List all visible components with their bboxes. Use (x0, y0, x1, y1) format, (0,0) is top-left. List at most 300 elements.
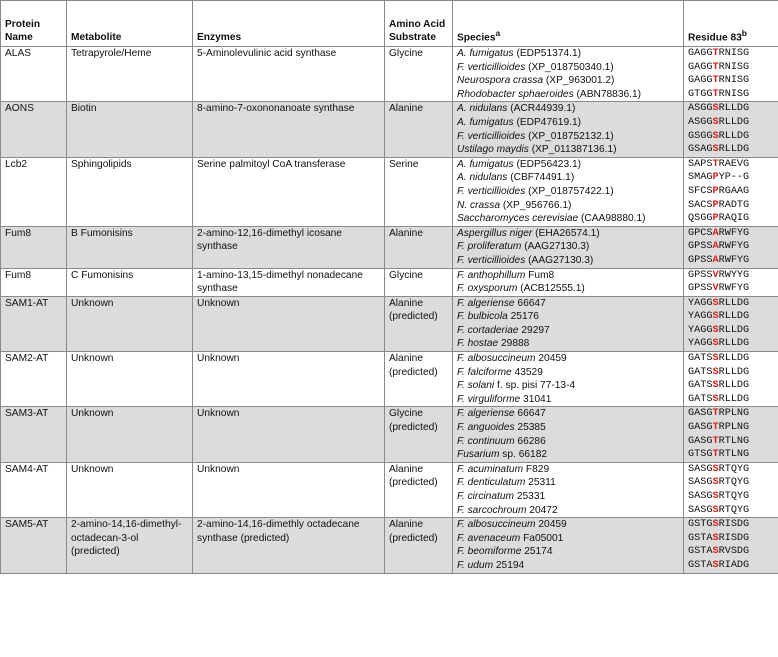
species-accession: 20459 (535, 519, 567, 531)
sequence-segment: GAGG (688, 75, 713, 87)
species-binomial: Rhodobacter sphaeroides (457, 88, 574, 100)
sequence-segment: RISDG (718, 519, 750, 531)
residue-83-highlight: S (712, 477, 719, 489)
residue-sequence (688, 199, 774, 213)
species-entry (457, 407, 679, 421)
sequence-segment: GSTG (688, 519, 713, 531)
sequence-segment: GAGG (688, 61, 713, 73)
residue-83-highlight: S (712, 297, 719, 309)
species-accession: Fa05001 (520, 532, 564, 544)
sequence-segment: GATS (688, 353, 713, 365)
sequence-segment: RPLNG (718, 422, 750, 434)
sequence-segment: GSTA (688, 532, 713, 544)
substrate-cell: Alanine (predicted) (385, 518, 453, 573)
residue-cell (684, 296, 778, 351)
protein-name-cell: SAM5-AT (1, 518, 67, 573)
species-binomial: F. falciforme (457, 366, 512, 378)
species-entry (457, 74, 679, 88)
protein-name-cell: ALAS (1, 47, 67, 102)
residue-83-highlight: S (712, 380, 719, 392)
species-binomial: F. beomiforme (457, 546, 522, 558)
residue-sequence (688, 532, 774, 546)
residue-cell (684, 407, 778, 462)
residue-sequence (688, 490, 774, 504)
species-binomial: A. nidulans (457, 172, 508, 184)
residue-83-highlight: T (712, 75, 719, 87)
protein-name-cell: Lcb2 (1, 157, 67, 226)
sequence-segment: SASG (688, 491, 713, 502)
species-accession: 66286 (514, 435, 546, 447)
species-entry (457, 337, 679, 351)
species-accession: 66647 (514, 408, 546, 420)
sequence-segment: GSTA (688, 559, 713, 571)
residue-cell (684, 226, 778, 268)
species-accession: 25174 (521, 546, 553, 558)
residue-83-highlight: S (712, 546, 719, 558)
enzyme-cell: Unknown (193, 407, 385, 462)
sequence-segment: RWFYG (718, 283, 750, 295)
species-cell (453, 407, 684, 462)
sequence-segment: GPSS (688, 241, 713, 253)
sequence-segment: RVSDG (718, 546, 750, 558)
species-cell (453, 157, 684, 226)
species-binomial: Neurospora crassa (457, 75, 544, 87)
species-cell (453, 518, 684, 573)
species-cell (453, 226, 684, 268)
enzyme-cell: Serine palmitoyl CoA transferase (193, 157, 385, 226)
metabolite-cell: Tetrapyrole/Heme (67, 47, 193, 102)
metabolite-cell: B Fumonisins (67, 226, 193, 268)
sequence-segment: RLLDG (718, 380, 750, 392)
species-accession: 31041 (520, 393, 552, 405)
species-binomial: F. anguoides (457, 422, 515, 434)
species-binomial: F. algeriense (457, 297, 515, 309)
enzyme-cell: 2-amino-14,16-dimethly octadecane synthase (predicted) (193, 518, 385, 573)
species-cell (453, 268, 684, 296)
species-entry (457, 297, 679, 311)
header-species-label: Species (457, 32, 496, 44)
residue-sequence (688, 352, 774, 366)
residue-sequence (688, 448, 774, 462)
sequence-segment: GSTA (688, 546, 713, 558)
species-accession: 25385 (514, 422, 546, 434)
species-entry (457, 269, 679, 283)
residue-83-highlight: T (712, 61, 719, 73)
residue-83-highlight: T (712, 158, 719, 170)
header-protein: Protein Name (1, 1, 67, 47)
table-row (1, 157, 778, 226)
residue-83-highlight: S (712, 353, 719, 365)
residue-83-highlight: T (712, 449, 719, 461)
header-amino-acid: Amino Acid Substrate (385, 1, 453, 47)
residue-83-highlight: S (712, 532, 719, 544)
species-entry (457, 366, 679, 380)
sequence-segment: RLLDG (718, 353, 750, 365)
species-entry (457, 116, 679, 130)
metabolite-cell: 2-amino-14,16-dimethyl-octadecan-3-ol (predicted) (67, 518, 193, 573)
species-accession: (XP_956766.1) (500, 199, 572, 211)
species-accession: 20459 (535, 353, 567, 365)
species-cell (453, 47, 684, 102)
residue-sequence (688, 102, 774, 116)
sequence-segment: RLLDG (718, 116, 750, 128)
residue-cell (684, 518, 778, 573)
species-binomial: F. verticillioides (457, 254, 526, 266)
header-residue (684, 1, 778, 47)
residue-sequence (688, 212, 774, 226)
species-entry (457, 545, 679, 559)
residue-cell (684, 102, 778, 157)
residue-83-highlight: S (712, 116, 719, 128)
substrate-cell: Glycine (385, 47, 453, 102)
enzyme-cell: Unknown (193, 296, 385, 351)
species-binomial: F. oxysporum (457, 283, 518, 295)
residue-cell (684, 462, 778, 517)
metabolite-cell: Unknown (67, 296, 193, 351)
header-row (1, 1, 778, 47)
residue-sequence (688, 310, 774, 324)
residue-83-highlight: P (712, 185, 719, 197)
sequence-segment: SAPS (688, 158, 713, 170)
species-binomial: Ustilago maydis (457, 144, 529, 156)
species-entry (457, 212, 679, 226)
enzyme-cell: 8-amino-7-oxononanoate synthase (193, 102, 385, 157)
residue-sequence (688, 324, 774, 338)
residue-sequence (688, 130, 774, 144)
sequence-segment: SFCS (688, 185, 713, 197)
species-binomial: F. sarcochroum (457, 504, 527, 516)
residue-83-highlight: V (712, 269, 719, 281)
species-entry (457, 518, 679, 532)
sequence-segment: YAGG (688, 297, 713, 309)
sequence-segment: RPLNG (718, 408, 750, 420)
species-binomial: A. fumigatus (457, 116, 514, 128)
species-accession: (XP_018752132.1) (525, 130, 614, 142)
sequence-segment: RTQYG (718, 504, 750, 516)
sequence-segment: RLLDG (718, 366, 750, 378)
species-binomial: F. denticulatum (457, 477, 526, 489)
residue-83-highlight: V (712, 283, 719, 295)
sequence-segment: ASGG (688, 103, 713, 115)
residue-cell (684, 157, 778, 226)
species-accession: (ACB12555.1) (517, 283, 585, 295)
sequence-segment: YP--G (718, 172, 750, 184)
species-binomial: F. hostae (457, 338, 499, 350)
species-entry (457, 379, 679, 393)
residue-83-highlight: S (712, 103, 719, 115)
sequence-segment: GASG (688, 435, 713, 447)
residue-83-highlight: S (712, 491, 719, 502)
species-cell (453, 296, 684, 351)
metabolite-cell: Unknown (67, 462, 193, 517)
protein-name-cell: SAM4-AT (1, 462, 67, 517)
metabolite-cell: Sphingolipids (67, 157, 193, 226)
species-entry (457, 185, 679, 199)
species-binomial: F. anthophillum (457, 269, 526, 281)
residue-sequence (688, 504, 774, 518)
residue-83-highlight: S (712, 366, 719, 378)
species-entry (457, 282, 679, 296)
sequence-segment: QSGG (688, 213, 713, 225)
sequence-segment: RTLNG (718, 449, 750, 461)
protein-name-cell: SAM3-AT (1, 407, 67, 462)
residue-sequence (688, 476, 774, 490)
species-binomial: F. solani (457, 380, 495, 392)
species-binomial: F. albosuccineum (457, 353, 536, 365)
sequence-segment: SASG (688, 463, 713, 475)
enzyme-cell: 5-Aminolevulinic acid synthase (193, 47, 385, 102)
header-metabolite: Metabolite (67, 1, 193, 47)
residue-sequence (688, 435, 774, 449)
table-row (1, 462, 778, 517)
table-row (1, 518, 778, 573)
species-entry (457, 532, 679, 546)
sequence-segment: RTQYG (718, 463, 750, 475)
residue-sequence (688, 421, 774, 435)
protein-name-cell: SAM2-AT (1, 352, 67, 407)
species-entry (457, 254, 679, 268)
table-row (1, 226, 778, 268)
species-binomial: F. bulbicola (457, 311, 508, 323)
residue-83-highlight: S (712, 311, 719, 323)
sequence-segment: RLLDG (718, 338, 750, 350)
species-entry (457, 490, 679, 504)
species-accession: (XP_018750340.1) (525, 61, 614, 73)
species-accession: Fum8 (525, 269, 555, 281)
species-binomial: F. acuminatum (457, 463, 524, 475)
protein-name-cell: Fum8 (1, 268, 67, 296)
enzyme-cell: 2-amino-12,16-dimethyl icosane synthase (193, 226, 385, 268)
species-entry (457, 143, 679, 157)
residue-sequence (688, 269, 774, 283)
species-binomial: A. nidulans (457, 103, 508, 115)
species-accession: (XP_011387136.1) (528, 144, 617, 156)
substrate-cell: Serine (385, 157, 453, 226)
species-accession: (ABN78836.1) (573, 88, 642, 100)
residue-sequence (688, 116, 774, 130)
residue-83-highlight: S (712, 324, 719, 336)
residue-83-highlight: T (712, 48, 719, 59)
sequence-segment: RLLDG (718, 144, 750, 156)
residue-83-highlight: S (712, 144, 719, 156)
residue-sequence (688, 379, 774, 393)
species-accession: 25176 (507, 311, 539, 323)
species-entry (457, 130, 679, 144)
metabolite-cell: Biotin (67, 102, 193, 157)
residue-sequence (688, 227, 774, 241)
species-accession: (CBF74491.1) (507, 172, 575, 184)
residue-sequence (688, 337, 774, 351)
residue-sequence (688, 47, 774, 61)
protein-name-cell: SAM1-AT (1, 296, 67, 351)
species-binomial: F. avenaceum (457, 532, 521, 544)
residue-sequence (688, 366, 774, 380)
sequence-segment: GTSG (688, 449, 713, 461)
sequence-segment: GTGG (688, 88, 713, 100)
header-residue-label: Residue 83 (688, 32, 742, 44)
sequence-segment: RLLDG (718, 311, 750, 323)
residue-83-highlight: P (712, 199, 719, 211)
species-binomial: N. crassa (457, 199, 501, 211)
enzyme-cell: 1-amino-13,15-dimethyl nonadecane synthase (193, 268, 385, 296)
residue-83-highlight: S (712, 393, 719, 405)
species-accession: 43529 (511, 366, 543, 378)
species-binomial: F. continuum (457, 435, 515, 447)
species-accession: 29888 (498, 338, 530, 350)
species-entry (457, 158, 679, 172)
species-binomial: F. verticillioides (457, 61, 526, 73)
species-entry (457, 240, 679, 254)
species-binomial: F. proliferatum (457, 241, 522, 253)
sequence-segment: YAGG (688, 324, 713, 336)
sequence-segment: RWYYG (718, 269, 750, 281)
sequence-segment: GPCS (688, 227, 713, 239)
residue-sequence (688, 240, 774, 254)
sequence-segment: SACS (688, 199, 713, 211)
sequence-segment: RWFYG (718, 227, 750, 239)
sequence-segment: RTLNG (718, 435, 750, 447)
sequence-segment: GATS (688, 366, 713, 378)
residue-sequence (688, 171, 774, 185)
residue-83-highlight: P (712, 172, 719, 184)
species-accession: (XP_963001.2) (543, 75, 615, 87)
species-binomial: A. fumigatus (457, 158, 514, 170)
sequence-segment: ASGG (688, 116, 713, 128)
residue-83-highlight: S (712, 338, 719, 350)
table-row (1, 268, 778, 296)
protein-name-cell: AONS (1, 102, 67, 157)
sequence-segment: RWFYG (718, 254, 750, 266)
sequence-segment: RISDG (718, 532, 750, 544)
species-accession: 66647 (514, 297, 546, 309)
residue-sequence (688, 88, 774, 102)
sequence-segment: RADTG (718, 199, 750, 211)
species-binomial: Saccharomyces cerevisiae (457, 213, 579, 225)
sequence-segment: RWFYG (718, 241, 750, 253)
species-accession: 29297 (518, 324, 550, 336)
sequence-segment: GSAG (688, 144, 713, 156)
species-accession: (EDP51374.1) (513, 48, 582, 59)
residue-sequence (688, 297, 774, 311)
sequence-segment: SASG (688, 504, 713, 516)
species-entry (457, 324, 679, 338)
species-entry (457, 102, 679, 116)
protein-name-cell: Fum8 (1, 226, 67, 268)
species-entry (457, 310, 679, 324)
substrate-cell: Alanine (385, 226, 453, 268)
species-binomial: A. fumigatus (457, 48, 514, 59)
metabolite-cell: C Fumonisins (67, 268, 193, 296)
table-row (1, 407, 778, 462)
sequence-segment: GAGG (688, 48, 713, 59)
residue-83-highlight: A (712, 254, 719, 266)
species-entry (457, 393, 679, 407)
metabolite-cell: Unknown (67, 407, 193, 462)
species-accession: (CAA98880.1) (578, 213, 646, 225)
residue-cell (684, 47, 778, 102)
sequence-segment: GASG (688, 422, 713, 434)
species-entry (457, 199, 679, 213)
substrate-cell: Glycine (predicted) (385, 407, 453, 462)
residue-sequence (688, 545, 774, 559)
substrate-cell: Alanine (predicted) (385, 462, 453, 517)
species-binomial: F. circinatum (457, 491, 514, 502)
sequence-segment: RGAAG (718, 185, 750, 197)
sequence-segment: GPSS (688, 283, 713, 295)
table-row (1, 102, 778, 157)
species-entry (457, 448, 679, 462)
residue-83-highlight: A (712, 241, 719, 253)
species-cell (453, 462, 684, 517)
header-residue-footnote: b (741, 28, 747, 39)
species-accession: F829 (523, 463, 550, 475)
metabolite-cell: Unknown (67, 352, 193, 407)
sequence-segment: RAEVG (718, 158, 750, 170)
species-accession: 25194 (493, 559, 525, 571)
residue-83-highlight: A (712, 227, 719, 239)
table-row (1, 47, 778, 102)
species-entry (457, 421, 679, 435)
species-accession: (XP_018757422.1) (525, 185, 614, 197)
substrate-cell: Alanine (predicted) (385, 352, 453, 407)
substrate-cell: Alanine (385, 102, 453, 157)
sequence-segment: GATS (688, 380, 713, 392)
substrate-cell: Alanine (predicted) (385, 296, 453, 351)
header-species (453, 1, 684, 47)
species-accession: 25331 (514, 491, 546, 502)
residue-83-highlight: S (712, 463, 719, 475)
sequence-segment: RIADG (718, 559, 750, 571)
residue-83-highlight: T (712, 408, 719, 420)
substrate-cell: Glycine (385, 268, 453, 296)
residue-sequence (688, 282, 774, 296)
species-binomial: F. cortaderiae (457, 324, 519, 336)
species-binomial: Fusarium (457, 449, 500, 461)
species-binomial: F. virguliforme (457, 393, 521, 405)
species-entry (457, 227, 679, 241)
species-entry (457, 463, 679, 477)
species-binomial: F. udum (457, 559, 494, 571)
sequence-segment: GSGG (688, 130, 713, 142)
residue-83-highlight: T (712, 88, 719, 100)
residue-sequence (688, 407, 774, 421)
residue-sequence (688, 254, 774, 268)
sequence-segment: RLLDG (718, 130, 750, 142)
species-accession: (EDP56423.1) (513, 158, 582, 170)
residue-83-highlight: S (712, 504, 719, 516)
species-accession: 20472 (526, 504, 558, 516)
sequence-segment: RNISG (718, 48, 750, 59)
residue-sequence (688, 74, 774, 88)
residue-83-highlight: P (712, 213, 719, 225)
species-binomial: F. albosuccineum (457, 519, 536, 531)
species-cell (453, 352, 684, 407)
residue-sequence (688, 518, 774, 532)
residue-83-highlight: S (712, 130, 719, 142)
residue-83-highlight: S (712, 519, 719, 531)
species-binomial: Aspergillus niger (457, 227, 533, 239)
sequence-segment: GATS (688, 393, 713, 405)
sequence-segment: RLLDG (718, 324, 750, 336)
species-accession: (EDP47619.1) (513, 116, 582, 128)
species-entry (457, 47, 679, 61)
sequence-segment: GASG (688, 408, 713, 420)
sequence-segment: RNISG (718, 88, 750, 100)
residue-sequence (688, 185, 774, 199)
species-cell (453, 102, 684, 157)
enzyme-cell: Unknown (193, 352, 385, 407)
residue-sequence (688, 143, 774, 157)
